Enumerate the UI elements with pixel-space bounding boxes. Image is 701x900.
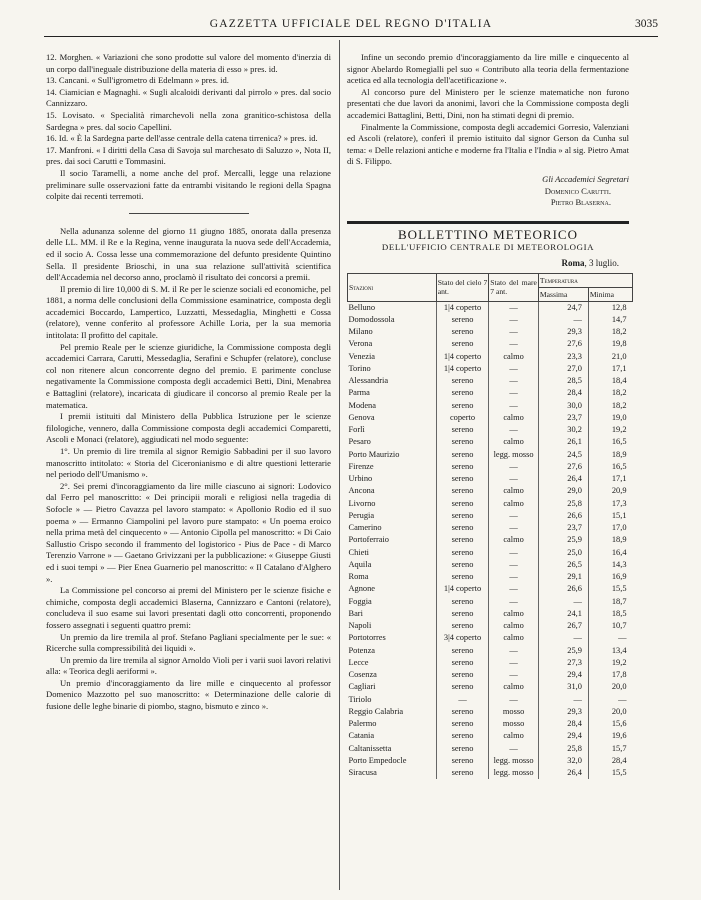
sky-state: sereno — [436, 436, 489, 448]
temp-min: 18,9 — [588, 449, 632, 461]
paragraph: I premii istituiti dal Ministero della Pubblica Istruzione per le scienze filologiche, vennero, dalla Commissione composta degli accademici Comparetti, Ascoli e Monaci (relatore), aggiudicati nel modo seguente: — [46, 411, 331, 445]
sky-state: sereno — [436, 510, 489, 522]
header-rule — [44, 36, 658, 37]
col-sea: Stato del mare 7 ant. — [489, 273, 539, 301]
temp-max: 29,4 — [538, 730, 588, 742]
sky-state: sereno — [436, 669, 489, 681]
temp-min: 19,0 — [588, 412, 632, 424]
sea-state: calmo — [489, 632, 539, 644]
sea-state: legg. mosso — [489, 449, 539, 461]
table-row — [348, 449, 633, 461]
station-name: Bari — [348, 608, 363, 618]
temp-min: 18,7 — [588, 596, 632, 608]
weather-table — [347, 273, 633, 780]
temp-min: 18,4 — [588, 375, 632, 387]
table-row — [348, 559, 633, 571]
temp-min: 20,9 — [588, 485, 632, 497]
station-name: Lecce — [348, 657, 369, 667]
table-row — [348, 338, 633, 350]
list-item: 15. Lovisato. « Specialità rimarchevoli nella zona granitico-schistosa della Sardegna » pres. dal socio Capellini. — [46, 109, 331, 132]
temp-min: 18,5 — [588, 608, 632, 620]
sky-state: sereno — [436, 314, 489, 326]
temp-min: — — [588, 694, 632, 706]
paragraph: Un premio da lire tremila al signor Arnoldo Violi per i varii suoi lavori relativi alla: « Teorica degli aeriformi ». — [46, 654, 331, 677]
table-row — [348, 412, 633, 424]
station-name: Milano — [348, 327, 373, 337]
sky-state: 1|4 coperto — [436, 301, 489, 314]
station-name: Potenza — [348, 645, 376, 655]
temp-max: — — [538, 596, 588, 608]
temp-min: 18,2 — [588, 400, 632, 412]
station-name: Venezia — [348, 351, 376, 361]
table-row — [348, 571, 633, 583]
sea-state: calmo — [489, 681, 539, 693]
sky-state: 1|4 coperto — [436, 351, 489, 363]
paragraph: Un premio d'incoraggiamento da lire mille e cinquecento al professor Domenico Mazzotto pel suo manoscritto: « Determinazione delle calorie di fusione delle leghe binarie di piombo, stagno, bismuto e zinco ». — [46, 677, 331, 712]
sky-state: sereno — [436, 681, 489, 693]
table-row — [348, 730, 633, 742]
col-sky: Stato del cielo 7 ant. — [436, 273, 489, 301]
sea-state: — — [489, 363, 539, 375]
page-number: 3035 — [635, 18, 658, 30]
table-row — [348, 473, 633, 485]
temp-max: 26,5 — [538, 559, 588, 571]
station-name: Pesaro — [348, 437, 371, 447]
station-name: Agnone — [348, 584, 376, 594]
sea-state: — — [489, 596, 539, 608]
temp-min: 15,6 — [588, 718, 632, 730]
sea-state: — — [489, 559, 539, 571]
sea-state: calmo — [489, 730, 539, 742]
paragraph: Infine un secondo premio d'incoraggiamento da lire mille e cinquecento al signor Abelardo Romegialli pel suo « Contributo alla teoria della fermentazione acetica ed alla tecnologia dell'acetificazione ». — [347, 52, 629, 86]
date-rest: , 3 luglio. — [584, 257, 619, 268]
temp-max: 25,0 — [538, 547, 588, 559]
sea-state: mosso — [489, 718, 539, 730]
sea-state: — — [489, 424, 539, 436]
sea-state: — — [489, 669, 539, 681]
station-name: Porto Maurizio — [348, 449, 400, 459]
table-row — [348, 706, 633, 718]
sea-state: — — [489, 301, 539, 314]
station-name: Portoferraio — [348, 535, 389, 545]
sky-state: sereno — [436, 375, 489, 387]
list-item: 17. Manfroni. « I diritti della Casa di Savoja sul marchesato di Saluzzo », Nota II, pres. dai soci Carutti e Tommasini. — [46, 144, 331, 167]
table-row — [348, 387, 633, 399]
station-name: Tiriolo — [348, 694, 372, 704]
table-row — [348, 743, 633, 755]
page-header — [44, 18, 658, 38]
table-row — [348, 657, 633, 669]
station-name: Porto Empedocle — [348, 755, 407, 765]
table-row — [348, 400, 633, 412]
sea-state: — — [489, 547, 539, 559]
sky-state: sereno — [436, 498, 489, 510]
sky-state: sereno — [436, 400, 489, 412]
table-row — [348, 326, 633, 338]
sky-state: sereno — [436, 596, 489, 608]
station-name: Genova — [348, 412, 375, 422]
temp-min: 16,9 — [588, 571, 632, 583]
temp-min: 19,8 — [588, 338, 632, 350]
list-item: Il socio Taramelli, a nome anche del prof. Mercalli, legge una relazione preliminare sulle osservazioni fatte da entrambi visitando le regioni della Spagna colpite dai recenti terremoti. — [46, 167, 331, 202]
sky-state: sereno — [436, 326, 489, 338]
paragraph: Un premio da lire tremila al prof. Stefano Pagliani specialmente per le sue: « Ricerche sulla compressibilità dei liquidi ». — [46, 631, 331, 654]
temp-max: 26,4 — [538, 767, 588, 779]
table-row — [348, 681, 633, 693]
temp-min: 18,2 — [588, 387, 632, 399]
sea-state: calmo — [489, 436, 539, 448]
sea-state: calmo — [489, 608, 539, 620]
temp-max: 28,4 — [538, 387, 588, 399]
sea-state: — — [489, 314, 539, 326]
col-temperature: Temperatura — [538, 273, 632, 287]
station-name: Portotorres — [348, 633, 386, 643]
sea-state: legg. mosso — [489, 755, 539, 767]
sea-state: mosso — [489, 706, 539, 718]
temp-max: 27,6 — [538, 461, 588, 473]
weather-table-body — [348, 301, 633, 779]
station-name: Aquila — [348, 559, 372, 569]
sea-state: — — [489, 461, 539, 473]
table-row — [348, 301, 633, 314]
sky-state: 1|4 coperto — [436, 583, 489, 595]
station-name: Caltanissetta — [348, 743, 392, 753]
sea-state: calmo — [489, 351, 539, 363]
list-item: 16. Id. « È la Sardegna parte dell'asse centrale della catena tirrenica? » pres. id. — [46, 133, 318, 144]
sky-state: sereno — [436, 571, 489, 583]
table-row — [348, 351, 633, 363]
table-row — [348, 694, 633, 706]
temp-min: 28,4 — [588, 755, 632, 767]
temp-min: 19,2 — [588, 657, 632, 669]
table-row — [348, 767, 633, 779]
sea-state: — — [489, 375, 539, 387]
sky-state: 1|4 coperto — [436, 363, 489, 375]
temp-max: 25,8 — [538, 743, 588, 755]
section-separator — [129, 213, 249, 214]
temp-max: 29,0 — [538, 485, 588, 497]
table-row — [348, 632, 633, 644]
temp-max: 30,2 — [538, 424, 588, 436]
sea-state: — — [489, 571, 539, 583]
temp-min: 14,7 — [588, 314, 632, 326]
table-row — [348, 669, 633, 681]
temp-max: 23,3 — [538, 351, 588, 363]
station-name: Alessandria — [348, 376, 389, 386]
gazette-title: GAZZETTA UFFICIALE DEL REGNO D'ITALIA — [209, 18, 493, 30]
temp-min: 17,3 — [588, 498, 632, 510]
temp-max: 26,1 — [538, 436, 588, 448]
sky-state: sereno — [436, 608, 489, 620]
temp-max: 29,4 — [538, 669, 588, 681]
table-row — [348, 461, 633, 473]
station-name: Verona — [348, 339, 373, 349]
col-stations: Stazioni — [348, 273, 437, 301]
temp-max: 26,6 — [538, 510, 588, 522]
temp-min: 12,8 — [588, 301, 632, 314]
temp-min: 20,0 — [588, 706, 632, 718]
table-row — [348, 547, 633, 559]
table-row — [348, 718, 633, 730]
temp-max: 29,3 — [538, 326, 588, 338]
signature-name: Pietro Blaserna. — [550, 197, 611, 208]
temp-min: 16,5 — [588, 436, 632, 448]
temp-max: 25,8 — [538, 498, 588, 510]
col-max: Massima — [538, 287, 588, 301]
temp-max: 25,9 — [538, 534, 588, 546]
sea-state: — — [489, 522, 539, 534]
sky-state: 3|4 coperto — [436, 632, 489, 644]
sky-state: sereno — [436, 718, 489, 730]
station-name: Ancona — [348, 486, 375, 496]
col-min: Minima — [588, 287, 632, 301]
sky-state: sereno — [436, 730, 489, 742]
temp-max: 27,6 — [538, 338, 588, 350]
date-city: Roma — [561, 257, 585, 268]
temp-min: 16,5 — [588, 461, 632, 473]
table-row — [348, 436, 633, 448]
sea-state: — — [489, 583, 539, 595]
station-name: Napoli — [348, 621, 372, 631]
table-row — [348, 583, 633, 595]
temp-max: 26,7 — [538, 620, 588, 632]
sky-state: sereno — [436, 620, 489, 632]
paragraph: 2°. Sei premi d'incoraggiamento da lire mille ciascuno ai signori: Lodovico dal Ferro pel manoscritto: « Dei principii morali e religiosi nella tragedia di Sofocle » — Pietro Cavazza pel lavoro stampato: « Apollonio Rodio ed il suo poema » — Ermanno Ciampolini pel lavoro pure stampato: « Un poema eroico nella prima metà del cinquecento » — Antonio Cipolla pel manoscritto: « Di Caio Sallustio Crispo secondo il frammento del logistorico - Pius de Pace - di Marco Terenzio Varrone » — Gaetano Grivizzani per la pubblicazione: « Giuseppe Giusti ed i suoi tempi » — Pier Enea Guarnerio pel manoscritto: « Il Catalano d'Alghero ». — [46, 480, 331, 584]
table-row — [348, 534, 633, 546]
table-row — [348, 424, 633, 436]
list-item: 12. Morghen. « Variazioni che sono prodotte sul valore del momento d'inerzia di un corpo dall'ineguale distribuzione della materia di esso » pres. id. — [46, 52, 331, 74]
sky-state: sereno — [436, 706, 489, 718]
signature-line: Gli Accademici Segretari — [542, 173, 629, 184]
sky-state: — — [436, 694, 489, 706]
temp-max: 26,6 — [538, 583, 588, 595]
column-rule — [339, 40, 340, 890]
temp-max: — — [538, 694, 588, 706]
table-row — [348, 314, 633, 326]
sea-state: — — [489, 473, 539, 485]
station-name: Belluno — [348, 302, 376, 312]
station-name: Domodossola — [348, 314, 395, 324]
station-name: Foggia — [348, 596, 372, 606]
temp-min: 14,3 — [588, 559, 632, 571]
sky-state: sereno — [436, 449, 489, 461]
station-name: Palermo — [348, 719, 377, 729]
station-name: Roma — [348, 572, 369, 582]
temp-min: 13,4 — [588, 645, 632, 657]
table-row — [348, 645, 633, 657]
signature-name: Domenico Carutti. — [544, 185, 611, 196]
temp-min: 15,5 — [588, 583, 632, 595]
temp-max: 24,5 — [538, 449, 588, 461]
sky-state: sereno — [436, 559, 489, 571]
temp-max: 29,1 — [538, 571, 588, 583]
sky-state: sereno — [436, 755, 489, 767]
table-row — [348, 755, 633, 767]
station-name: Siracusa — [348, 768, 377, 778]
paragraph: Nella adunanza solenne del giorno 11 giugno 1885, onorata dalla presenza delle LL. MM. il Re e la Regina, venne inaugurata la nuova sede dell'Accademia, ed il socio A. Cossa lesse una commemorazione del defunto presidente Quintino Sella. Il presidente Brioschi, in una sua relazione sull'attività scientifica dell'Accademia nel decorso anno, proclamò il risultato dei concorsi a premii. — [46, 225, 331, 283]
temp-max: 30,0 — [538, 400, 588, 412]
temp-min: 17,1 — [588, 363, 632, 375]
temp-max: 23,7 — [538, 522, 588, 534]
table-row — [348, 510, 633, 522]
sea-state: calmo — [489, 534, 539, 546]
sea-state: — — [489, 743, 539, 755]
station-name: Camerino — [348, 523, 382, 533]
table-row — [348, 620, 633, 632]
sea-state: calmo — [489, 498, 539, 510]
sky-state: sereno — [436, 767, 489, 779]
temp-min: 15,7 — [588, 743, 632, 755]
station-name: Chieti — [348, 547, 369, 557]
temp-min: 18,9 — [588, 534, 632, 546]
list-item: 13. Cancani. « Sull'igrometro di Edelmann » pres. id. — [46, 75, 229, 86]
sea-state: calmo — [489, 412, 539, 424]
paragraph: La Commissione pel concorso ai premi del Ministero per le scienze fisiche e chimiche, composta degli accademici Blaserna, Cannizzaro e Cantoni (relatore), concludeva il suo esame sui lavori presentati dagli otto concorrenti, proponendo fossero assegnati i seguenti quattro premi: — [46, 585, 331, 630]
station-name: Livorno — [348, 498, 376, 508]
temp-max: — — [538, 314, 588, 326]
sea-state: — — [489, 326, 539, 338]
sky-state: sereno — [436, 645, 489, 657]
station-name: Parma — [348, 388, 370, 398]
sea-state: — — [489, 694, 539, 706]
temp-max: — — [538, 632, 588, 644]
sea-state: calmo — [489, 620, 539, 632]
station-name: Cagliari — [348, 682, 376, 692]
temp-min: 19,6 — [588, 730, 632, 742]
sky-state: sereno — [436, 461, 489, 473]
temp-min: 18,2 — [588, 326, 632, 338]
table-row — [348, 375, 633, 387]
station-name: Reggio Calabria — [348, 706, 404, 716]
sea-state: — — [489, 510, 539, 522]
temp-max: 28,5 — [538, 375, 588, 387]
bulletin-subtitle: DELL'UFFICIO CENTRALE DI METEOROLOGIA — [381, 242, 595, 253]
temp-max: 25,9 — [538, 645, 588, 657]
temp-max: 32,0 — [538, 755, 588, 767]
temp-min: 17,0 — [588, 522, 632, 534]
temp-min: 21,0 — [588, 351, 632, 363]
list-item: 14. Ciamician e Magnaghi. « Sugli alcaloidi derivanti dal pirrolo » pres. dal socio Cannizzaro. — [46, 86, 331, 109]
temp-max: 23,7 — [538, 412, 588, 424]
sky-state: sereno — [436, 534, 489, 546]
sky-state: sereno — [436, 657, 489, 669]
sky-state: sereno — [436, 485, 489, 497]
temp-min: 15,1 — [588, 510, 632, 522]
temp-max: 27,0 — [538, 363, 588, 375]
paragraph: Finalmente la Commissione, composta degli accademici Gorresio, Valenziani ed Ascoli (relatore), conferì il premio istituito dal signor Gerson da Cunha sul tema: « Delle relazioni antiche e moderne fra l'Italia e l'India » al sig. Pietro Amat di S. Filippo. — [347, 121, 629, 167]
bulletin-rule — [347, 221, 629, 224]
temp-min: 19,2 — [588, 424, 632, 436]
paragraph: Pel premio Reale per le scienze giuridiche, la Commissione composta degli accademici Carrara, Carutti, Messedaglia, Serafini e Schupfer (relatore), concluse col non ritenere alcun concorrente degno del premio. E parimente concluse negativamente la Commissione composta degli accademici Betti, Dini, Menabrea e Battaglini (relatore), incaricata di giudicare il concorso al premio Reale per la matematica. — [46, 341, 331, 410]
sea-state: — — [489, 400, 539, 412]
bulletin-date — [347, 258, 629, 270]
station-name: Cosenza — [348, 670, 377, 680]
temp-min: — — [588, 632, 632, 644]
table-row — [348, 498, 633, 510]
sky-state: sereno — [436, 387, 489, 399]
table-row — [348, 608, 633, 620]
paragraph: 1°. Un premio di lire tremila al signor Remigio Sabbadini per il suo lavoro manoscritto intitolato: « Storia del Ciceronianismo e di altre questioni letterarie nel periodo dell'Umanismo ». — [46, 446, 331, 480]
temp-min: 15,5 — [588, 767, 632, 779]
bulletin-title: BOLLETTINO METEORICO — [398, 226, 578, 242]
station-name: Torino — [348, 363, 371, 373]
sea-state: — — [489, 657, 539, 669]
sky-state: coperto — [436, 412, 489, 424]
temp-max: 27,3 — [538, 657, 588, 669]
temp-max: 24,1 — [538, 608, 588, 620]
temp-min: 17,8 — [588, 669, 632, 681]
sea-state: calmo — [489, 485, 539, 497]
table-row — [348, 522, 633, 534]
sea-state: — — [489, 645, 539, 657]
temp-min: 17,1 — [588, 473, 632, 485]
temp-min: 10,7 — [588, 620, 632, 632]
sky-state: sereno — [436, 473, 489, 485]
station-name: Urbino — [348, 474, 373, 484]
temp-max: 24,7 — [538, 301, 588, 314]
sea-state: legg. mosso — [489, 767, 539, 779]
temp-max: 26,4 — [538, 473, 588, 485]
sea-state: — — [489, 338, 539, 350]
sky-state: sereno — [436, 522, 489, 534]
left-column — [46, 52, 331, 713]
sky-state: sereno — [436, 743, 489, 755]
sky-state: sereno — [436, 338, 489, 350]
temp-max: 31,0 — [538, 681, 588, 693]
station-name: Forlì — [348, 425, 365, 435]
sky-state: sereno — [436, 424, 489, 436]
table-row — [348, 363, 633, 375]
paragraph: Il premio di lire 10,000 di S. M. il Re per le scienze sociali ed economiche, pel 1881, a norma delle conclusioni della Commissione esaminatrice, composta degli accademici Boccardo, Lampertico, Luzzatti, Messedaglia, Minghetti e Cossa (relatore), venne conferito al professore Achille Loria, per la sua memoria intitolata: Il profitto del capitale. — [46, 283, 331, 341]
station-name: Perugia — [348, 510, 375, 520]
station-name: Modena — [348, 400, 376, 410]
temp-max: 29,3 — [538, 706, 588, 718]
temp-min: 20,0 — [588, 681, 632, 693]
table-row — [348, 485, 633, 497]
paragraph: Al concorso pure del Ministero per le scienze matematiche non furono presentati che due lavori da anonimi, lavori che la Commissione composta degli accademici Battaglini, Betti, Dini, non ha stimati degni di premio. — [347, 86, 629, 120]
table-row — [348, 596, 633, 608]
station-name: Firenze — [348, 461, 374, 471]
temp-min: 16,4 — [588, 547, 632, 559]
sky-state: sereno — [436, 547, 489, 559]
sea-state: — — [489, 387, 539, 399]
right-column — [347, 52, 629, 779]
station-name: Catania — [348, 731, 375, 741]
temp-max: 28,4 — [538, 718, 588, 730]
